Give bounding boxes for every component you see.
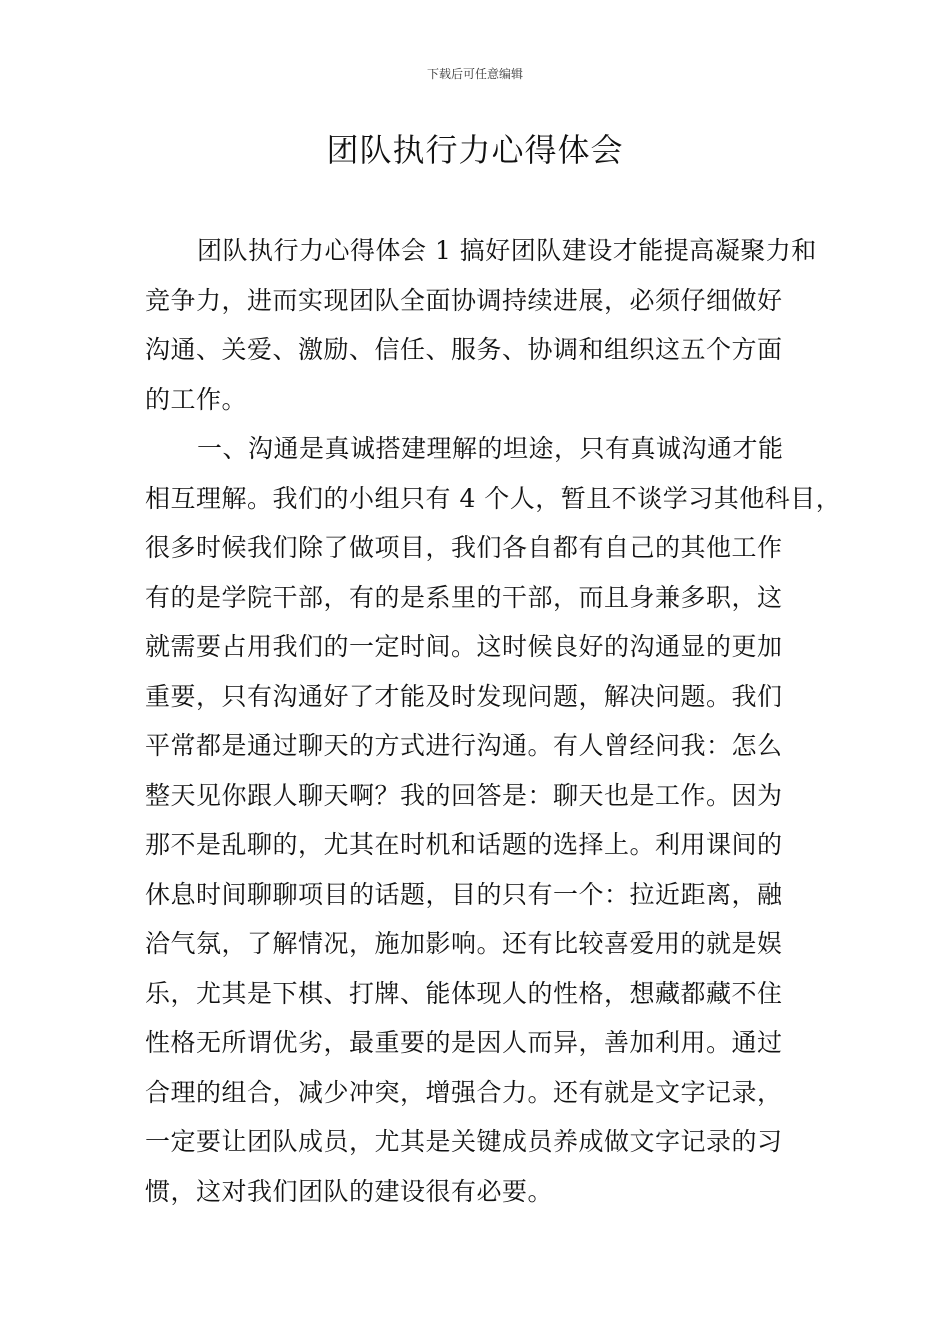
paragraph-line: 那不是乱聊的，尤其在时机和话题的选择上。利用课间的 [145,830,783,859]
paragraph-line: 的工作。 [145,384,248,414]
paragraph-line: 相互理解。我们的小组只有 4 个人，暂且不谈学习其他科目， [145,483,842,513]
paragraph-line: 就需要占用我们的一定时间。这时候良好的沟通显的更加 [145,632,783,661]
paragraph-line: 休息时间聊聊项目的话题，目的只有一个：拉近距离，融 [145,879,783,909]
paragraph-line: 沟通、关爱、激励、信任、服务、协调和组织这五个方面 [145,335,783,364]
header-note: 下载后可任意编辑 [426,67,523,81]
paragraph-line: 很多时候我们除了做项目，我们各自都有自己的其他工作 [145,533,783,562]
paragraph-line: 重要，只有沟通好了才能及时发现问题，解决问题。我们 [145,681,783,711]
paragraph-line: 乐，尤其是下棋、打牌、能体现人的性格，想藏都藏不住 [145,978,783,1008]
paragraph-line: 性格无所谓优劣，最重要的是因人而异，善加利用。通过 [145,1028,783,1057]
paragraph-line: 一定要让团队成员，尤其是关键成员养成做文字记录的习 [145,1127,783,1156]
paragraph-line: 惯，这对我们团队的建设很有必要。 [145,1176,554,1206]
paragraph-line: 有的是学院干部，有的是系里的干部，而且身兼多职，这 [145,582,783,612]
paragraph-line: 团队执行力心得体会 1 搞好团队建设才能提高凝聚力和 [197,236,817,265]
paragraph-line: 洽气氛，了解情况，施加影响。还有比较喜爱用的就是娱 [145,929,783,958]
paragraph-line: 合理的组合，减少冲突，增强合力。还有就是文字记录， [145,1077,783,1107]
paragraph-line: 一、沟通是真诚搭建理解的坦途，只有真诚沟通才能 [197,434,784,463]
paragraph-line: 竞争力，进而实现团队全面协调持续进展，必须仔细做好 [145,285,783,315]
document-title: 团队执行力心得体会 [326,131,624,169]
document-body [145,226,842,1216]
paragraph-line: 整天见你跟人聊天啊？我的回答是：聊天也是工作。因为 [145,780,783,810]
paragraph-line: 平常都是通过聊天的方式进行沟通。有人曾经问我：怎么 [145,731,783,760]
